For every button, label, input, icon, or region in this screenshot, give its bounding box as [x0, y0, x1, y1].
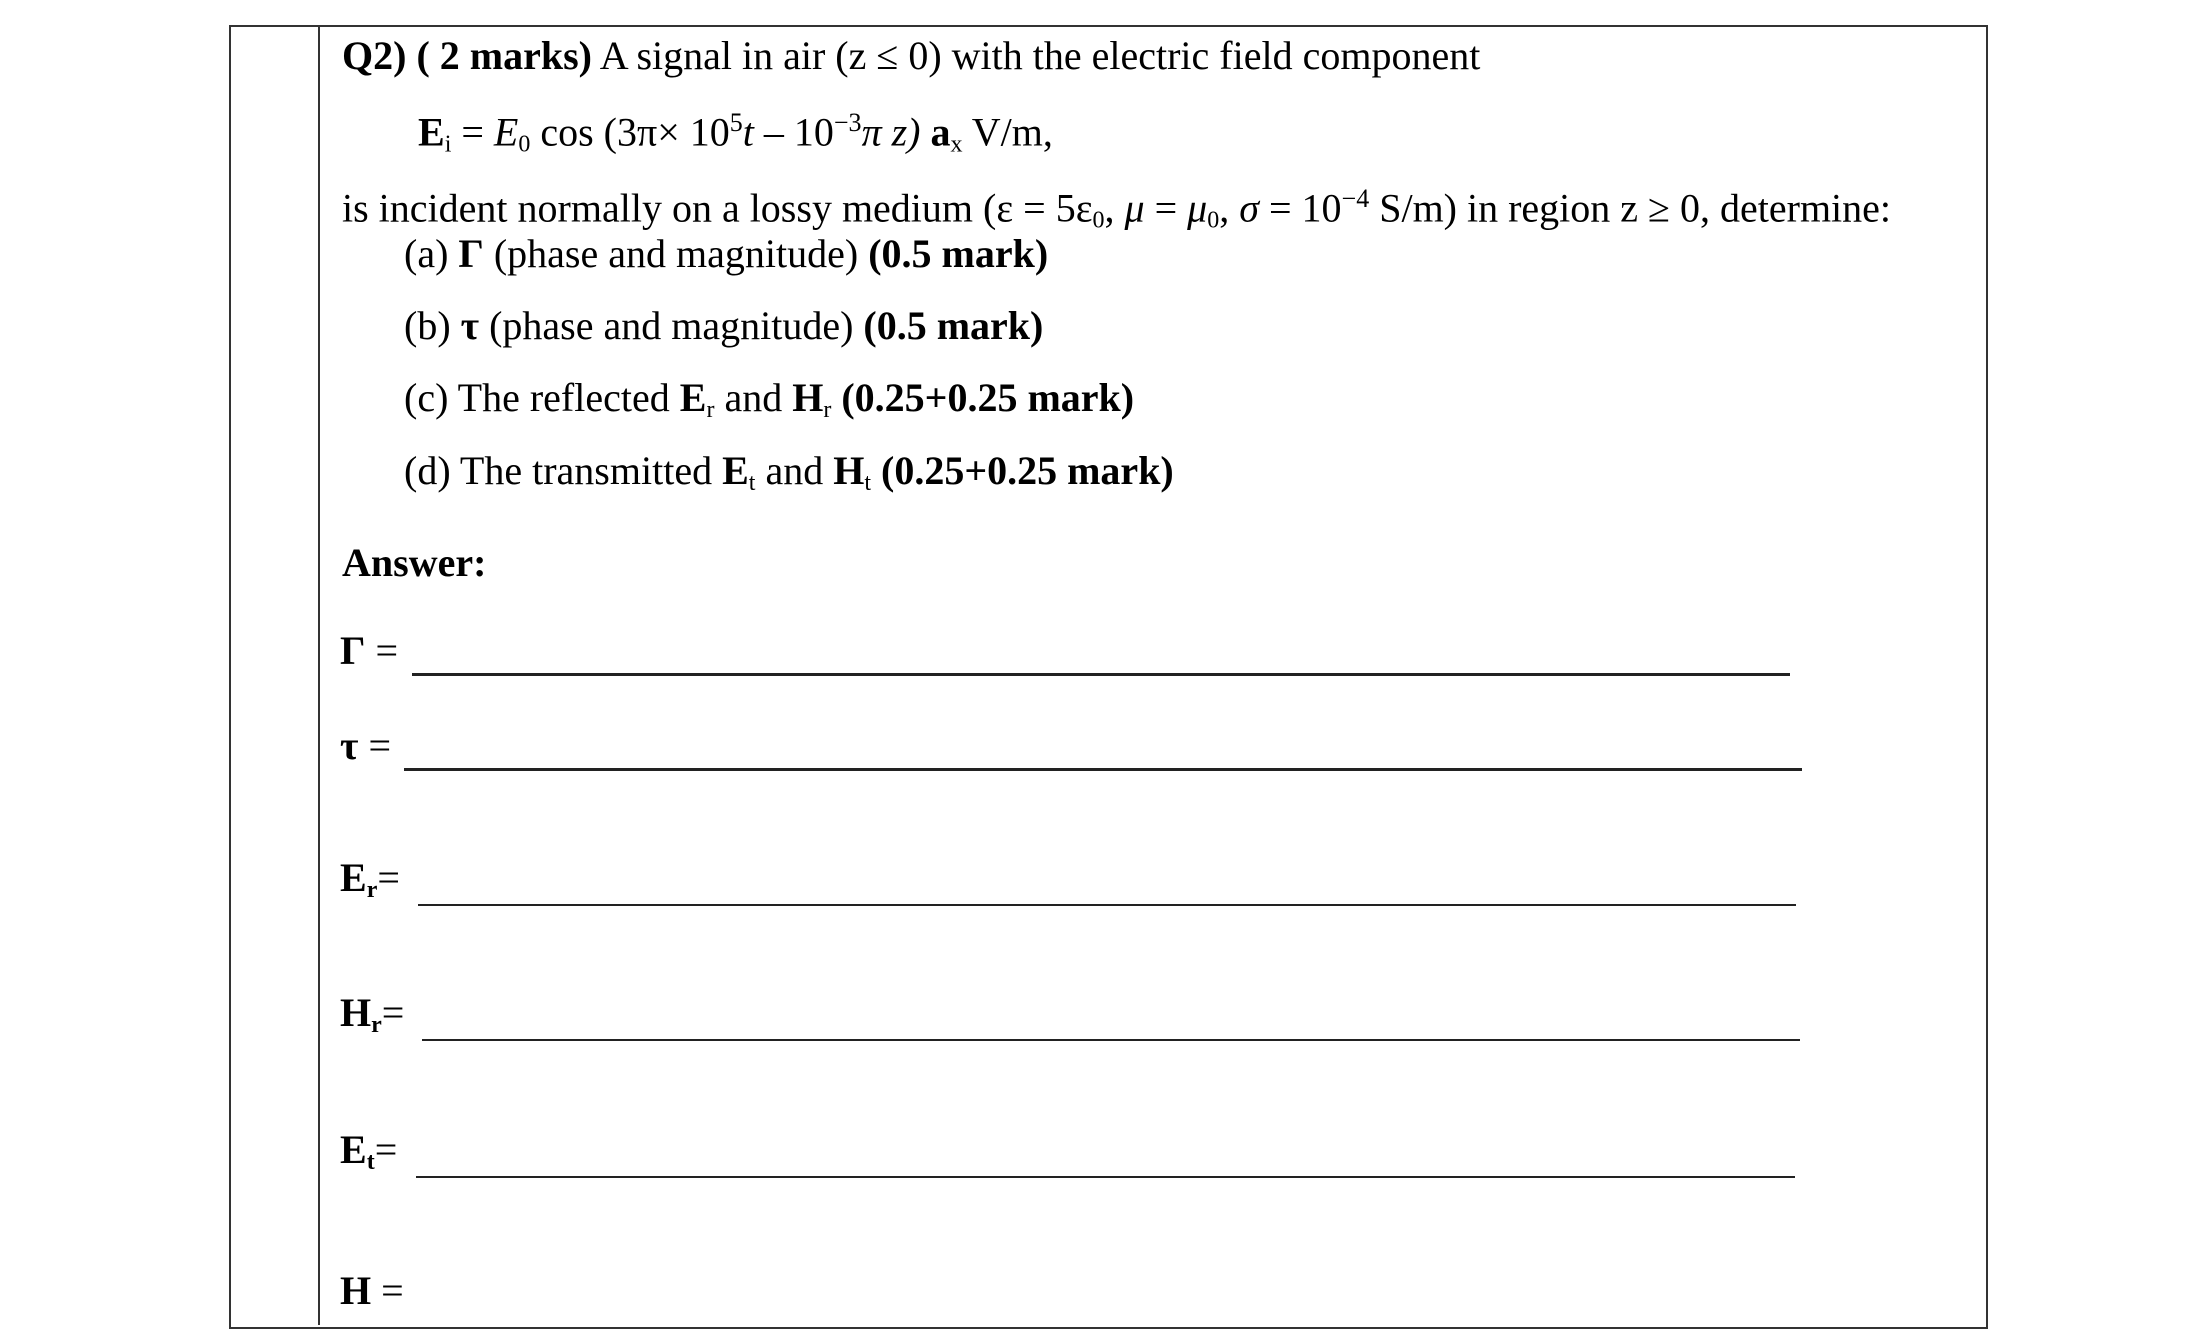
answer-field-gamma — [340, 630, 1790, 680]
condition-text-e: = 10 — [1258, 185, 1342, 231]
gamma-symbol: Γ — [340, 628, 366, 673]
sigma-exponent: −4 — [1341, 184, 1370, 213]
unit-vector: a — [930, 109, 951, 155]
part-c-symbol: E — [679, 375, 707, 420]
answer-line-tau[interactable] — [404, 768, 1802, 771]
part-d — [404, 448, 1174, 496]
answer-label-et — [340, 1126, 397, 1176]
part-a — [404, 231, 1049, 276]
answer-line-hr[interactable] — [422, 1039, 1800, 1041]
part-a-marks: (0.5 mark) — [868, 231, 1049, 276]
answer-label-gamma — [340, 627, 398, 674]
ht-equals: = — [371, 1268, 404, 1313]
answer-field-tau — [340, 725, 1802, 775]
answer-field-hr — [340, 990, 1800, 1045]
part-d-symbol-sub: t — [748, 470, 756, 496]
et-equals: = — [374, 1127, 398, 1172]
tau-symbol: τ — [340, 723, 359, 768]
answer-label-tau — [340, 722, 391, 769]
answer-label-hr — [340, 989, 404, 1039]
answer-line-er[interactable] — [418, 904, 1796, 906]
field-subscript: i — [444, 131, 452, 158]
condition-text-a: is incident normally on a lossy medium (ε = 5ε — [342, 185, 1093, 231]
part-b-prefix: (b) — [404, 303, 461, 348]
er-subscript: r — [366, 877, 378, 903]
question-title — [342, 33, 1481, 78]
er-symbol: E — [340, 855, 367, 900]
part-c — [404, 375, 1135, 423]
condition-text-d: , — [1219, 185, 1240, 231]
cos-term: cos (3π× 10 — [540, 109, 730, 155]
time-variable: t — [742, 109, 754, 155]
part-b-text: (phase and magnitude) — [479, 303, 864, 348]
part-b — [404, 303, 1044, 348]
condition-text-c: = — [1144, 185, 1188, 231]
part-d-marks: (0.25+0.25 mark) — [871, 448, 1174, 493]
part-c-marks: (0.25+0.25 mark) — [831, 375, 1135, 420]
pi-z-term: π z) — [861, 109, 921, 155]
question-intro: A signal in air (z ≤ 0) with the electric field component — [599, 33, 1481, 78]
answer-label-er — [340, 854, 400, 904]
incident-field-equation — [418, 110, 1053, 156]
part-d-symbol: E — [722, 448, 749, 493]
answer-field-et — [340, 1127, 1795, 1182]
part-c-text: and — [714, 375, 793, 420]
amplitude-symbol: E — [493, 109, 519, 155]
exponent-2: −3 — [833, 108, 862, 137]
mu-symbol: μ — [1124, 185, 1145, 231]
part-d-symbol2: H — [833, 448, 865, 493]
mu0-symbol: μ — [1187, 185, 1208, 231]
part-d-text: and — [755, 448, 834, 493]
question-number: Q2) — [342, 33, 407, 78]
part-b-symbol: τ — [460, 303, 480, 348]
part-c-symbol2: H — [792, 375, 824, 420]
gamma-equals: = — [365, 628, 399, 673]
part-a-text: (phase and magnitude) — [483, 231, 869, 276]
part-c-prefix: (c) The reflected — [404, 375, 680, 420]
answer-field-er — [340, 855, 1796, 910]
answer-line-et[interactable] — [416, 1176, 1795, 1178]
tau-equals: = — [358, 723, 391, 768]
field-symbol: E — [418, 109, 445, 155]
part-d-symbol2-sub: t — [864, 470, 871, 496]
field-units: V/m, — [971, 109, 1053, 155]
ht-symbol: H — [340, 1268, 372, 1313]
mu-subscript: 0 — [1207, 207, 1220, 234]
answer-label-ht — [340, 1267, 404, 1314]
hr-equals: = — [381, 990, 405, 1035]
medium-condition — [342, 186, 1891, 232]
answer-line-gamma[interactable] — [412, 673, 1790, 676]
er-equals: = — [377, 855, 400, 900]
question-marks: ( 2 marks) — [416, 33, 592, 78]
part-c-symbol2-sub: r — [823, 397, 832, 423]
hr-symbol: H — [340, 990, 372, 1035]
epsilon-subscript: 0 — [1092, 207, 1105, 234]
unit-vector-subscript: x — [950, 131, 963, 158]
part-a-symbol: Γ — [458, 231, 484, 276]
part-c-symbol-sub: r — [706, 397, 715, 423]
margin-column-divider — [318, 25, 320, 1325]
minus-term: – 10 — [753, 109, 834, 155]
condition-text-f: S/m) in region z ≥ 0, determine: — [1369, 185, 1892, 231]
answer-field-ht — [340, 1270, 1800, 1320]
part-d-prefix: (d) The transmitted — [404, 448, 723, 493]
equals-sign: = — [461, 109, 484, 155]
condition-text-b: , — [1104, 185, 1125, 231]
amplitude-subscript: 0 — [518, 131, 531, 158]
part-b-marks: (0.5 mark) — [863, 303, 1044, 348]
answer-heading: Answer: — [342, 540, 487, 585]
et-subscript: t — [366, 1149, 375, 1175]
et-symbol: E — [340, 1127, 367, 1172]
hr-subscript: r — [371, 1012, 382, 1038]
sigma-symbol: σ — [1239, 185, 1259, 231]
exponent-1: 5 — [729, 108, 743, 137]
part-a-prefix: (a) — [404, 231, 459, 276]
